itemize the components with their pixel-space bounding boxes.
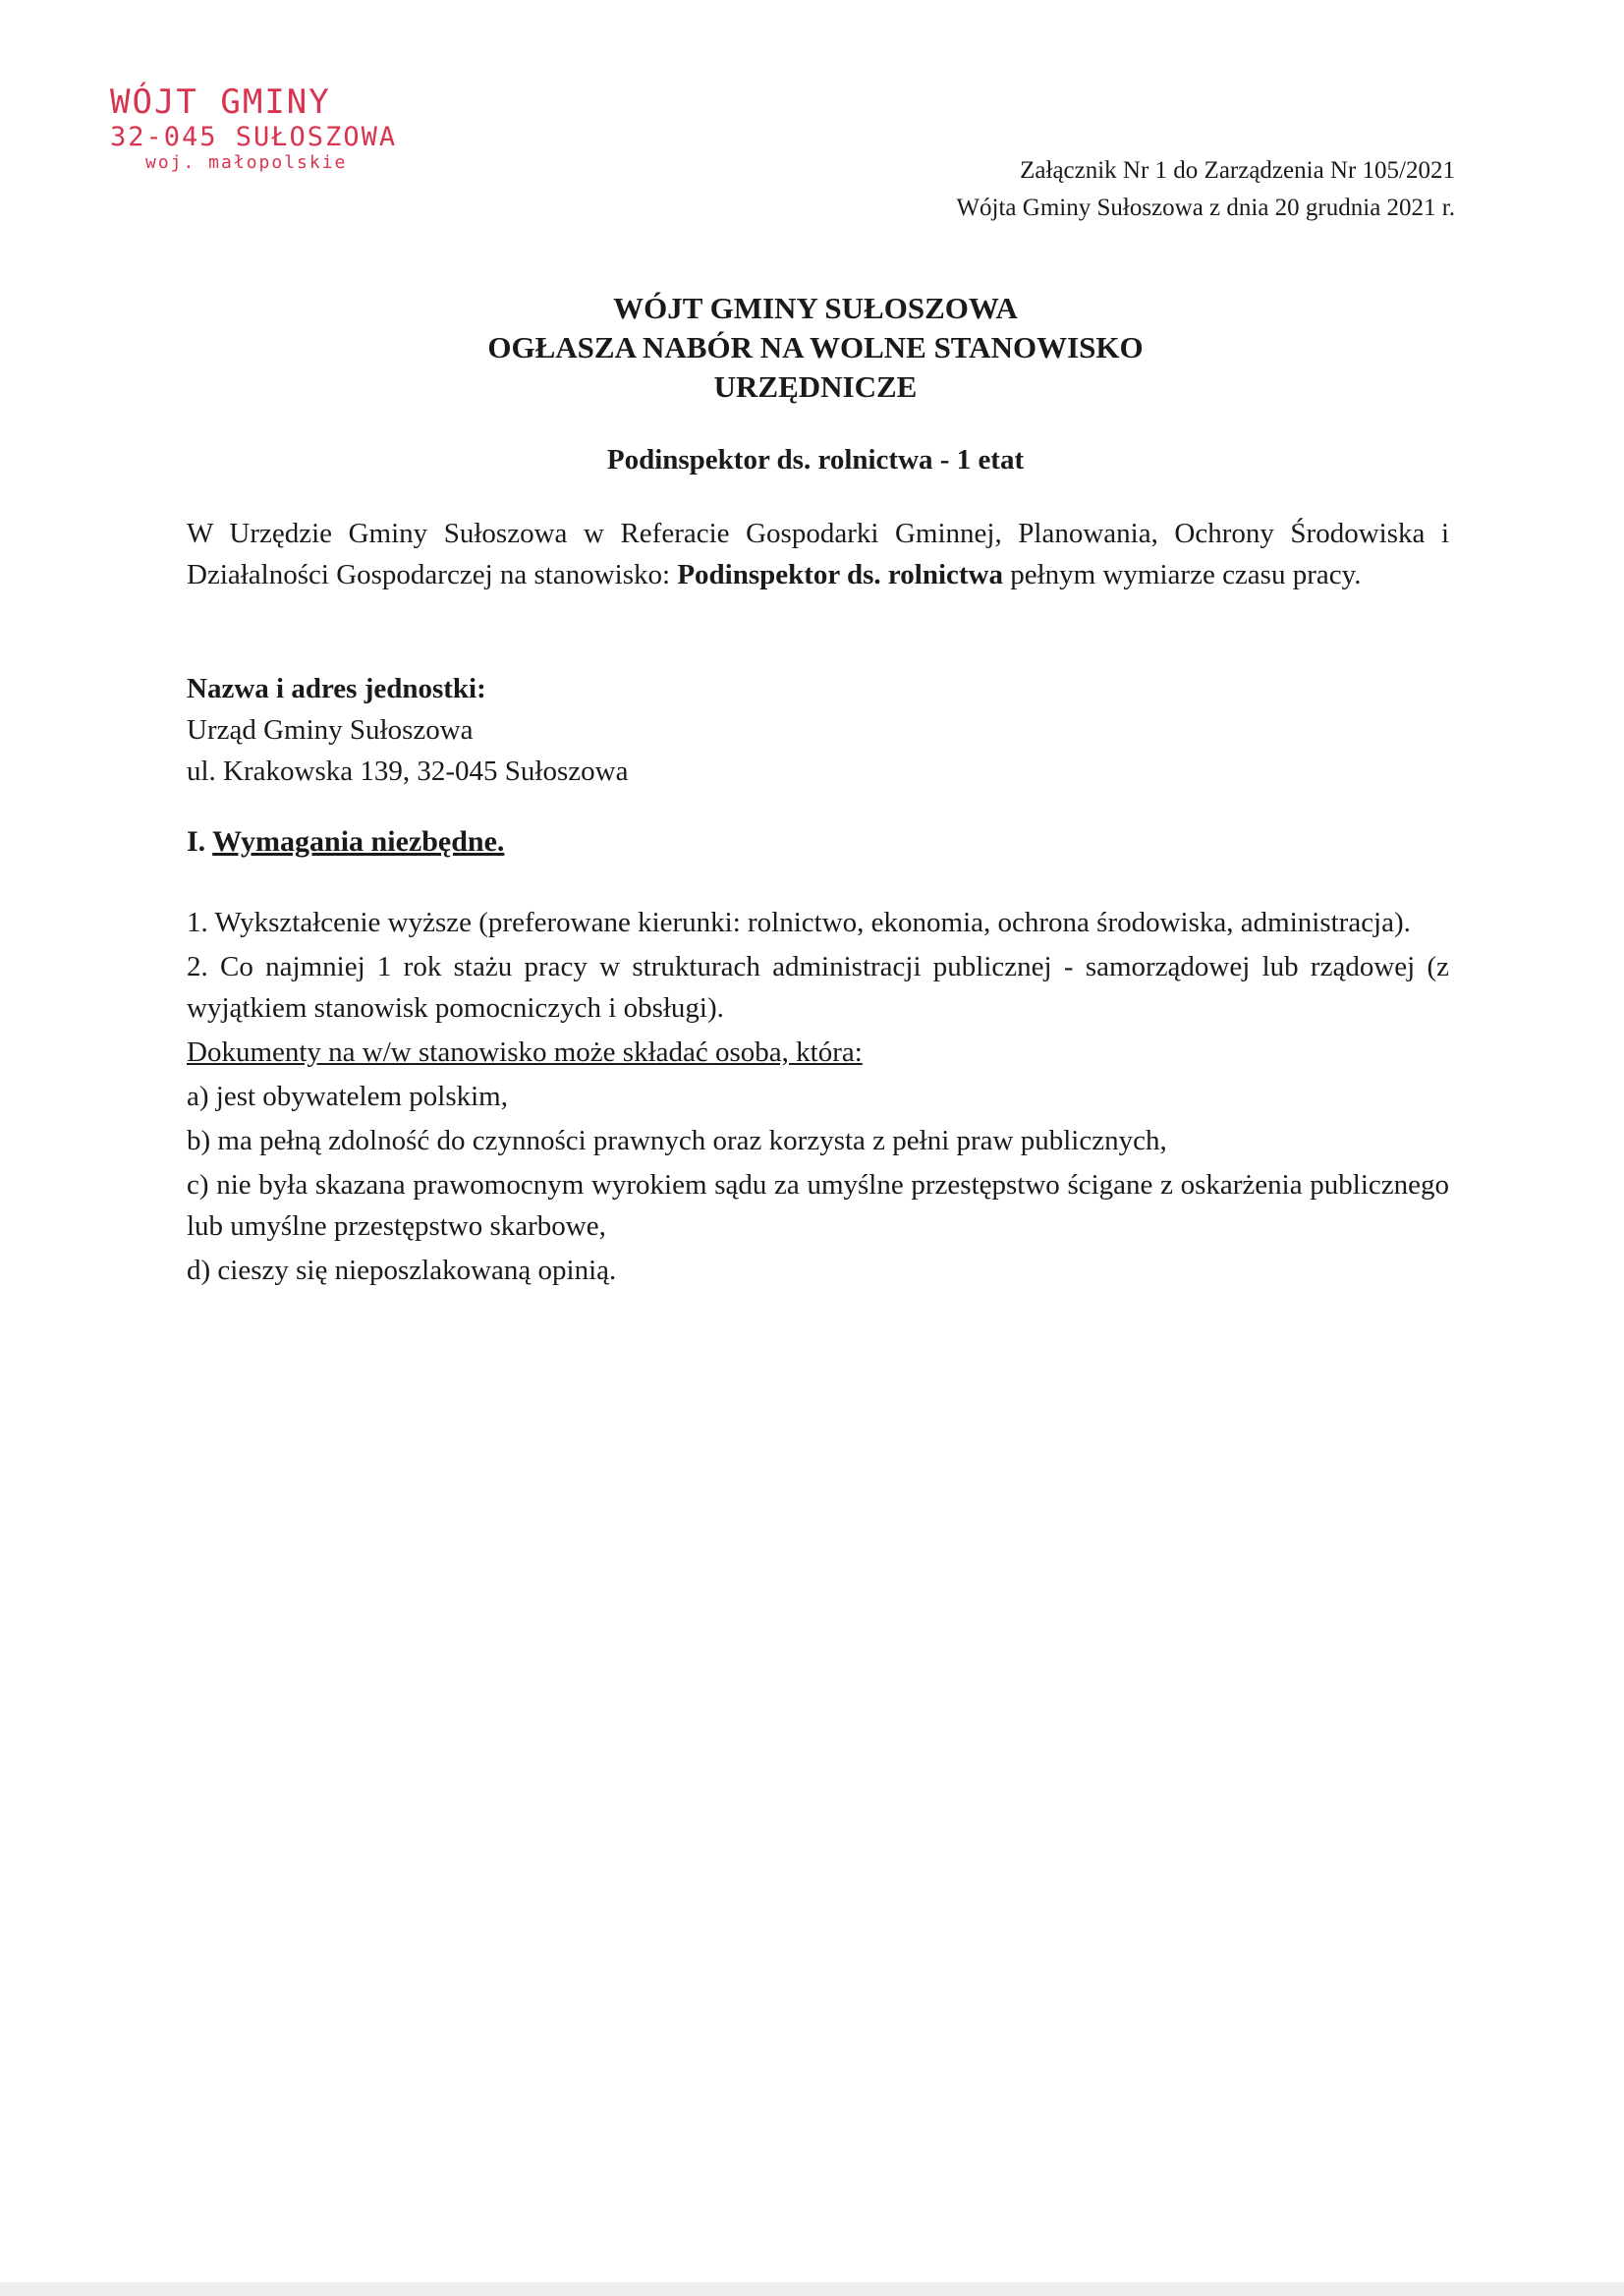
official-stamp	[110, 83, 397, 173]
unit-address: ul. Krakowska 139, 32-045 Sułoszowa	[187, 756, 629, 787]
intro-text-1: W Urzędzie Gminy Sułoszowa w Referacie Gospodarki Gminnej, Planowania, Ochrony Środowiska i Działalności Gospodarczej na stanowisko:	[187, 518, 1449, 590]
unit-name: Urząd Gminy Sułoszowa	[187, 714, 474, 746]
scan-edge	[0, 2282, 1624, 2296]
stamp-line-2: 32-045 SUŁOSZOWA	[110, 122, 398, 152]
section-1-heading	[187, 825, 504, 859]
title-line-2: OGŁASZA NABÓR NA WOLNE STANOWISKO	[487, 330, 1144, 364]
documents-note: Dokumenty na w/w stanowisko może składać osoba, która:	[187, 1036, 863, 1068]
intro-text-2: pełnym wymiarze czasu pracy.	[1003, 559, 1362, 590]
intro-paragraph	[187, 513, 1449, 595]
section-1-title: Wymagania niezbędne.	[212, 825, 505, 858]
title-line-1: WÓJT GMINY SUŁOSZOWA	[613, 291, 1018, 325]
document-title	[236, 289, 1395, 407]
condition-item: c) nie była skazana prawomocnym wyrokiem sądu za umyślne przestępstwo ścigane z oskarżenia publicznego lub umyślne przestępstwo skarbowe,	[187, 1169, 1449, 1242]
condition-item: d) cieszy się nieposzlakowaną opinią.	[187, 1255, 617, 1286]
condition-item: b) ma pełną zdolność do czynności prawnych oraz korzysta z pełni praw publicznych,	[187, 1125, 1167, 1156]
attachment-line-2: Wójta Gminy Sułoszowa z dnia 20 grudnia 2021 r.	[956, 195, 1455, 221]
section-1-number: I.	[187, 825, 206, 858]
stamp-line-3: woj. małopolskie	[145, 152, 348, 173]
attachment-note	[956, 152, 1455, 227]
section-1-content	[187, 902, 1449, 1294]
stamp-line-1: WÓJT GMINY	[110, 83, 331, 122]
attachment-line-1: Załącznik Nr 1 do Zarządzenia Nr 105/2021	[1020, 157, 1455, 184]
intro-bold: Podinspektor ds. rolnictwa	[677, 559, 1003, 590]
requirement-item: 1. Wykształcenie wyższe (preferowane kierunki: rolnictwo, ekonomia, ochrona środowiska, administracja).	[187, 907, 1411, 938]
unit-label: Nazwa i adres jednostki:	[187, 673, 486, 704]
requirement-item: 2. Co najmniej 1 rok stażu pracy w strukturach administracji publicznej - samorządowej lub rządowej (z wyjątkiem stanowisk pomocniczych i obsługi).	[187, 951, 1449, 1024]
position-title: Podinspektor ds. rolnictwa - 1 etat	[606, 444, 1025, 476]
condition-item: a) jest obywatelem polskim,	[187, 1081, 508, 1112]
title-line-3: URZĘDNICZE	[713, 369, 918, 404]
unit-block	[187, 668, 1449, 792]
